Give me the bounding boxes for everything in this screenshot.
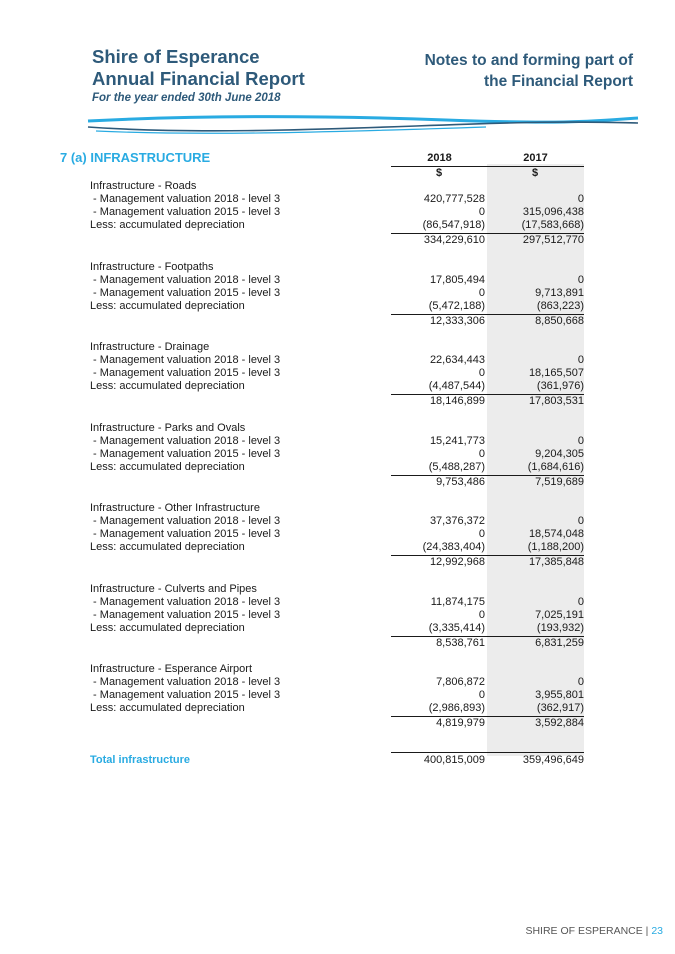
row-value-2018: 0 bbox=[478, 528, 485, 540]
subtotal-row bbox=[0, 637, 675, 650]
row-label: Less: accumulated depreciation bbox=[90, 300, 245, 312]
row-value-2017: 0 bbox=[577, 354, 584, 366]
subtotal-2018: 4,819,979 bbox=[436, 717, 485, 729]
row-value-2017: 0 bbox=[577, 676, 584, 688]
row-value-2018: 11,874,175 bbox=[430, 596, 485, 608]
table-row bbox=[0, 461, 675, 474]
unit-row bbox=[0, 167, 675, 180]
report-subtitle: For the year ended 30th June 2018 bbox=[92, 92, 281, 104]
row-value-2018: 17,805,494 bbox=[429, 274, 485, 286]
row-value-2017: 7,025,191 bbox=[535, 609, 584, 621]
subtotal-2017: 17,803,531 bbox=[528, 395, 584, 407]
group-heading-row bbox=[0, 341, 675, 354]
row-value-2017: 9,713,891 bbox=[535, 287, 584, 299]
row-value-2018: (2,986,893) bbox=[428, 702, 485, 714]
subtotal-row bbox=[0, 234, 675, 247]
group-heading: Infrastructure - Culverts and Pipes bbox=[90, 583, 257, 595]
table-row bbox=[0, 380, 675, 393]
table-row bbox=[0, 448, 675, 461]
subtotal-row bbox=[0, 476, 675, 489]
row-value-2018: (86,547,918) bbox=[422, 219, 485, 231]
row-label: - Management valuation 2018 - level 3 bbox=[90, 193, 281, 205]
table-row bbox=[0, 274, 675, 287]
row-label: - Management valuation 2015 - level 3 bbox=[90, 206, 281, 218]
subtotal-2017: 7,519,689 bbox=[535, 476, 584, 488]
table-row bbox=[0, 193, 675, 206]
row-value-2018: 0 bbox=[478, 689, 485, 701]
unit-label-2017: $ bbox=[532, 167, 539, 179]
row-label: - Management valuation 2018 - level 3 bbox=[90, 515, 281, 527]
row-label: Less: accumulated depreciation bbox=[90, 219, 245, 231]
grand-total-rule bbox=[391, 752, 584, 753]
table-row bbox=[0, 219, 675, 232]
group-heading: Infrastructure - Parks and Ovals bbox=[90, 422, 246, 434]
subtotal-2018: 334,229,610 bbox=[423, 234, 485, 246]
row-value-2018: 0 bbox=[478, 206, 485, 218]
row-value-2017: 0 bbox=[577, 515, 584, 527]
notes-header-line1: Notes to and forming part of bbox=[424, 52, 633, 69]
row-value-2017: 0 bbox=[577, 435, 584, 447]
row-value-2017: (361,976) bbox=[536, 380, 584, 392]
group-heading-row bbox=[0, 663, 675, 676]
group-heading: Infrastructure - Drainage bbox=[90, 341, 210, 353]
table-row bbox=[0, 287, 675, 300]
row-value-2018: 0 bbox=[478, 448, 485, 460]
table-row bbox=[0, 609, 675, 622]
subtotal-2017: 297,512,770 bbox=[522, 234, 584, 246]
report-title-line2: Annual Financial Report bbox=[92, 68, 305, 89]
row-label: Less: accumulated depreciation bbox=[90, 541, 245, 553]
row-label: Less: accumulated depreciation bbox=[90, 461, 245, 473]
subtotal-2018: 12,992,968 bbox=[429, 556, 485, 568]
row-value-2018: (5,472,188) bbox=[428, 300, 485, 312]
row-label: - Management valuation 2018 - level 3 bbox=[90, 676, 281, 688]
row-value-2018: (24,383,404) bbox=[422, 541, 485, 553]
subtotal-row bbox=[0, 315, 675, 328]
row-label: - Management valuation 2015 - level 3 bbox=[90, 287, 281, 299]
row-label: - Management valuation 2018 - level 3 bbox=[90, 435, 281, 447]
group-heading: Infrastructure - Other Infrastructure bbox=[90, 502, 260, 514]
row-label: Less: accumulated depreciation bbox=[90, 702, 245, 714]
subtotal-2017: 8,850,668 bbox=[535, 315, 584, 327]
table-row bbox=[0, 702, 675, 715]
row-label: - Management valuation 2015 - level 3 bbox=[90, 609, 281, 621]
row-value-2017: 315,096,438 bbox=[522, 206, 584, 218]
row-value-2017: (17,583,668) bbox=[521, 219, 584, 231]
subtotal-2017: 3,592,884 bbox=[535, 717, 584, 729]
table-row bbox=[0, 622, 675, 635]
row-label: Less: accumulated depreciation bbox=[90, 622, 245, 634]
row-value-2017: 0 bbox=[577, 274, 584, 286]
section-title: 7 (a) INFRASTRUCTURE bbox=[60, 150, 211, 165]
notes-header-line2: the Financial Report bbox=[484, 73, 633, 90]
row-label: - Management valuation 2018 - level 3 bbox=[90, 274, 281, 286]
row-value-2018: (3,335,414) bbox=[428, 622, 485, 634]
page-footer bbox=[525, 925, 663, 937]
subtotal-row bbox=[0, 717, 675, 730]
row-value-2018: 37,376,372 bbox=[429, 515, 485, 527]
page-number: 23 bbox=[651, 925, 663, 937]
row-value-2018: 22,634,443 bbox=[429, 354, 485, 366]
row-value-2018: 420,777,528 bbox=[423, 193, 485, 205]
table-row bbox=[0, 596, 675, 609]
group-heading-row bbox=[0, 180, 675, 193]
table-row bbox=[0, 354, 675, 367]
table-row bbox=[0, 300, 675, 313]
footer-text: SHIRE OF ESPERANCE | bbox=[525, 925, 652, 937]
report-header bbox=[92, 46, 305, 106]
subtotal-2017: 17,385,848 bbox=[528, 556, 584, 568]
column-header-2017: 2017 bbox=[523, 152, 548, 164]
row-value-2018: 0 bbox=[478, 367, 485, 379]
row-value-2017: 9,204,305 bbox=[535, 448, 584, 460]
subtotal-2018: 18,146,899 bbox=[429, 395, 485, 407]
header-swoosh-decoration bbox=[86, 112, 641, 138]
row-value-2017: (1,188,200) bbox=[527, 541, 584, 553]
group-heading: Infrastructure - Roads bbox=[90, 180, 197, 192]
grand-total-2017: 359,496,649 bbox=[522, 754, 584, 766]
group-heading: Infrastructure - Footpaths bbox=[90, 261, 214, 273]
subtotal-row bbox=[0, 395, 675, 408]
row-value-2017: 0 bbox=[577, 193, 584, 205]
row-label: Less: accumulated depreciation bbox=[90, 380, 245, 392]
column-header-2018: 2018 bbox=[427, 152, 452, 164]
table-row bbox=[0, 541, 675, 554]
row-value-2017: 18,574,048 bbox=[528, 528, 584, 540]
group-heading-row bbox=[0, 422, 675, 435]
table-row bbox=[0, 367, 675, 380]
table-row bbox=[0, 515, 675, 528]
grand-total-2018: 400,815,009 bbox=[423, 754, 485, 766]
subtotal-row bbox=[0, 556, 675, 569]
table-row bbox=[0, 689, 675, 702]
row-label: - Management valuation 2015 - level 3 bbox=[90, 448, 281, 460]
row-value-2017: (193,932) bbox=[536, 622, 584, 634]
row-value-2017: 3,955,801 bbox=[535, 689, 584, 701]
row-label: - Management valuation 2018 - level 3 bbox=[90, 354, 281, 366]
table-row bbox=[0, 435, 675, 448]
report-title-line1: Shire of Esperance bbox=[92, 46, 260, 67]
subtotal-2017: 6,831,259 bbox=[535, 637, 584, 649]
row-value-2018: 0 bbox=[478, 609, 485, 621]
row-label: - Management valuation 2018 - level 3 bbox=[90, 596, 281, 608]
row-label: - Management valuation 2015 - level 3 bbox=[90, 689, 281, 701]
row-label: - Management valuation 2015 - level 3 bbox=[90, 528, 281, 540]
row-value-2018: 0 bbox=[478, 287, 485, 299]
row-value-2018: 15,241,773 bbox=[429, 435, 485, 447]
row-value-2018: 7,806,872 bbox=[436, 676, 485, 688]
table-row bbox=[0, 206, 675, 219]
row-value-2018: (5,488,287) bbox=[428, 461, 485, 473]
subtotal-2018: 12,333,306 bbox=[429, 315, 485, 327]
group-heading-row bbox=[0, 583, 675, 596]
row-value-2017: (863,223) bbox=[536, 300, 584, 312]
grand-total-row bbox=[0, 754, 675, 767]
row-value-2017: (1,684,616) bbox=[527, 461, 584, 473]
row-label: - Management valuation 2015 - level 3 bbox=[90, 367, 281, 379]
unit-label-2018: $ bbox=[436, 167, 443, 179]
group-heading-row bbox=[0, 502, 675, 515]
grand-total-label: Total infrastructure bbox=[90, 754, 191, 766]
notes-header bbox=[425, 50, 633, 92]
group-heading: Infrastructure - Esperance Airport bbox=[90, 663, 253, 675]
table-row bbox=[0, 676, 675, 689]
row-value-2018: (4,487,544) bbox=[428, 380, 485, 392]
row-value-2017: 0 bbox=[577, 596, 584, 608]
table-row bbox=[0, 528, 675, 541]
subtotal-2018: 9,753,486 bbox=[436, 476, 485, 488]
row-value-2017: 18,165,507 bbox=[528, 367, 584, 379]
row-value-2017: (362,917) bbox=[536, 702, 584, 714]
group-heading-row bbox=[0, 261, 675, 274]
subtotal-2018: 8,538,761 bbox=[436, 637, 485, 649]
